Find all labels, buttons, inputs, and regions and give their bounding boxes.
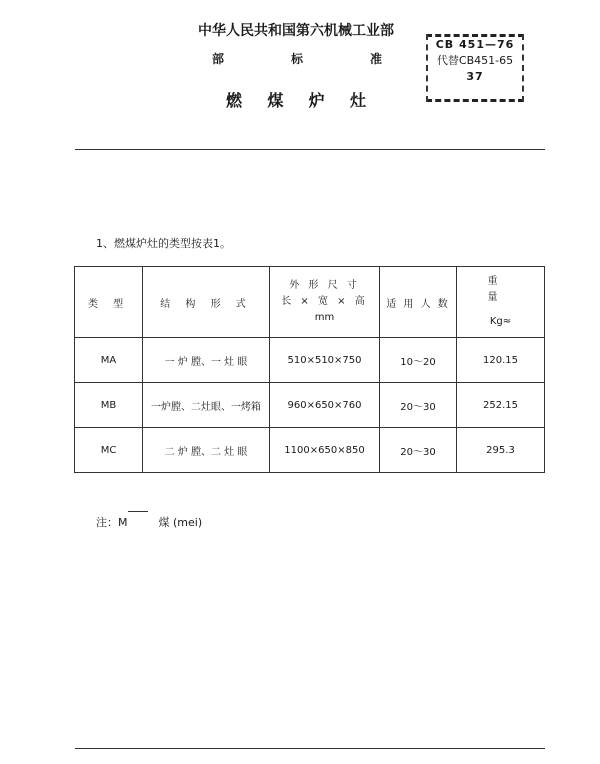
- title-char: 燃: [226, 91, 243, 110]
- stove-types-table: [74, 266, 545, 473]
- note-overbar: [128, 511, 148, 512]
- replaces-standard: 代替CB451-65: [436, 54, 514, 67]
- footer-divider: [75, 748, 545, 749]
- ministry-title: 中华人民共和国第六机械工业部: [198, 23, 394, 39]
- standard-type-char: 部: [212, 52, 225, 66]
- note-prefix: 注：M: [96, 516, 128, 529]
- table-note: [96, 514, 202, 530]
- title-char: 灶: [349, 91, 366, 110]
- document-title: [226, 88, 366, 111]
- table-row: [75, 428, 545, 473]
- cell-structure: 一炉膛、二灶眼、一烤箱: [143, 383, 270, 428]
- standard-type-char: 标: [290, 52, 303, 66]
- table-header-row: [75, 267, 545, 338]
- standard-number: CB 451—76: [435, 38, 515, 51]
- cell-capacity: 20～30: [380, 428, 457, 473]
- header-dimensions: 外 形 尺 寸 长 × 宽 × 高 mm: [270, 267, 380, 338]
- cell-dimensions: 1100×650×850: [270, 428, 380, 473]
- cell-type: MB: [75, 383, 143, 428]
- note-text: 煤 (mei): [158, 516, 203, 529]
- header-weight: 重 量 Kg≈: [457, 267, 545, 338]
- cell-type: MC: [75, 428, 143, 473]
- title-char: 煤: [267, 91, 284, 110]
- cell-dimensions: 510×510×750: [270, 338, 380, 383]
- cell-structure: 二 炉 膛、二 灶 眼: [143, 428, 270, 473]
- header-structure: 结 构 形 式: [143, 267, 270, 338]
- header-capacity: 适 用 人 数: [380, 267, 457, 338]
- cell-capacity: 20～30: [380, 383, 457, 428]
- cell-weight: 295.3: [457, 428, 545, 473]
- table-row: [75, 338, 545, 383]
- header-type: 类 型: [75, 267, 143, 338]
- page-number: 37: [466, 70, 484, 83]
- cell-type: MA: [75, 338, 143, 383]
- cell-structure: 一 炉 膛、一 灶 眼: [143, 338, 270, 383]
- cell-capacity: 10～20: [380, 338, 457, 383]
- table-row: [75, 383, 545, 428]
- header-divider: [75, 149, 545, 150]
- cell-dimensions: 960×650×760: [270, 383, 380, 428]
- cell-weight: 120.15: [457, 338, 545, 383]
- cell-weight: 252.15: [457, 383, 545, 428]
- clause-text: 1、燃煤炉灶的类型按表1。: [96, 237, 231, 250]
- standard-type: [212, 50, 382, 67]
- title-char: 炉: [308, 91, 325, 110]
- standard-type-char: 准: [369, 52, 382, 66]
- standard-code-box: [426, 34, 524, 102]
